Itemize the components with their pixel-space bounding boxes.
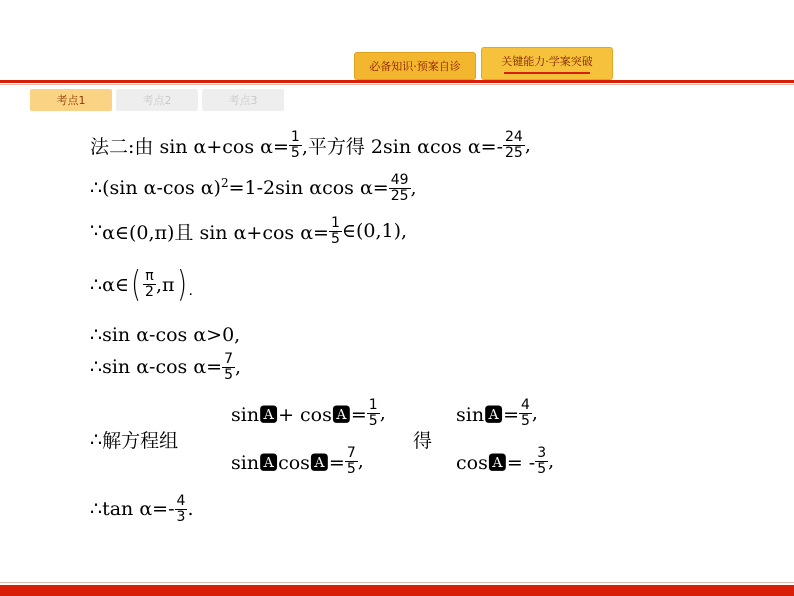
line-text: tan α=- — [102, 498, 175, 521]
equation-text: , — [548, 450, 555, 473]
line-text: sin α-cos α= — [102, 356, 223, 379]
line-text: , — [524, 134, 531, 157]
tab-essential-knowledge-label: 必备知识·预案自诊 — [369, 60, 461, 73]
denominator: 25 — [390, 187, 409, 204]
denominator: 5 — [330, 230, 340, 247]
solution-line-4 — [90, 264, 193, 305]
subtab-point-1[interactable] — [30, 89, 112, 111]
tab-key-abilities[interactable] — [481, 47, 613, 80]
line-text: , — [410, 177, 417, 200]
denominator: 5 — [346, 460, 356, 477]
therefore-symbol: ∴ — [90, 356, 103, 379]
fraction — [144, 269, 155, 299]
line-text: α∈ — [102, 273, 129, 296]
subtab-point-2[interactable] — [116, 89, 198, 111]
equation-text: , — [357, 450, 364, 473]
fraction — [290, 130, 301, 160]
line-text: ,平方得 2sin αcos α=- — [301, 135, 503, 158]
denominator: 5 — [368, 412, 378, 429]
line-text: 得 — [413, 430, 433, 452]
equation-text: , — [379, 402, 386, 425]
fraction — [346, 446, 357, 476]
solution-line-1 — [90, 130, 531, 160]
header-divider-shadow — [0, 84, 794, 85]
system-right-eq-1 — [456, 398, 538, 428]
denominator: 25 — [505, 144, 523, 161]
line-text: . — [187, 498, 194, 521]
active-tab-underline — [504, 72, 590, 74]
equation-text: , — [531, 402, 538, 425]
line-text: (sin α-cos α) — [102, 177, 221, 200]
line-text: 解方程组 — [102, 430, 179, 452]
line-text: ∈(0,1), — [341, 220, 408, 243]
fraction — [390, 173, 410, 203]
numerator: 7 — [346, 445, 356, 461]
denominator: 2 — [145, 284, 154, 300]
subtab-label: 考点3 — [228, 94, 258, 107]
solution-line-8 — [90, 494, 193, 524]
tab-key-abilities-label: 关键能力·学案突破 — [501, 55, 593, 68]
fraction — [368, 398, 379, 428]
denominator: 5 — [537, 460, 547, 477]
denominator: 3 — [176, 508, 186, 525]
therefore-symbol: ∴ — [90, 498, 103, 521]
line-text: 法二:由 sin α+cos α= — [90, 135, 289, 158]
line-text: ,π — [155, 273, 175, 296]
denominator: 5 — [224, 366, 233, 383]
system-left-eq-1 — [231, 398, 386, 428]
equation-text: sin🅰cos🅰= — [231, 451, 345, 474]
numerator: 1 — [290, 129, 300, 145]
line-text: =1-2sin αcos α= — [228, 177, 389, 200]
therefore-symbol: ∴ — [90, 324, 103, 346]
equation-text: sin🅰+ cos🅰= — [231, 403, 367, 426]
line-text: α∈(0,π)且 sin α+cos α= — [102, 221, 329, 244]
subtab-label: 考点1 — [56, 94, 86, 107]
fraction — [504, 130, 524, 160]
line-text: . — [188, 282, 193, 299]
numerator: 24 — [505, 129, 523, 145]
solution-line-7 — [90, 426, 178, 453]
footer-bar — [0, 585, 794, 596]
system-left-eq-2 — [231, 446, 364, 476]
numerator: 1 — [330, 215, 340, 231]
tab-essential-knowledge[interactable] — [354, 52, 476, 80]
fraction — [536, 446, 547, 476]
equation-text: sin🅰= — [456, 403, 519, 426]
line-text: sin α-cos α>0, — [102, 324, 241, 346]
therefore-symbol: ∴ — [90, 177, 103, 200]
fraction — [520, 398, 531, 428]
exponent: 2 — [220, 176, 229, 191]
solution-line-7-then — [413, 426, 432, 453]
solution-line-3 — [90, 216, 407, 246]
right-paren: ) — [176, 264, 187, 305]
solution-line-6 — [90, 352, 241, 382]
solution-line-5 — [90, 324, 240, 346]
equation-text: cos🅰= - — [456, 451, 536, 474]
fraction — [330, 216, 341, 246]
denominator: 5 — [520, 412, 530, 429]
because-symbol: ∵ — [90, 220, 103, 243]
numerator: 1 — [368, 397, 378, 413]
numerator: 3 — [537, 445, 547, 461]
system-right-eq-2 — [456, 446, 554, 476]
line-text: , — [235, 356, 242, 379]
numerator: 49 — [390, 172, 409, 188]
footer-divider — [0, 582, 794, 583]
fraction — [223, 352, 234, 382]
fraction — [176, 494, 187, 524]
denominator: 5 — [290, 144, 300, 161]
numerator: 4 — [520, 397, 530, 413]
therefore-symbol: ∴ — [90, 273, 103, 296]
left-paren: ( — [131, 264, 141, 305]
numerator: 7 — [224, 351, 233, 367]
numerator: 4 — [176, 493, 186, 509]
header-divider — [0, 80, 794, 83]
subtab-label: 考点2 — [142, 94, 172, 107]
therefore-symbol: ∴ — [90, 428, 103, 451]
subtab-point-3[interactable] — [202, 89, 284, 111]
solution-line-2 — [90, 173, 417, 203]
numerator: π — [145, 268, 154, 285]
